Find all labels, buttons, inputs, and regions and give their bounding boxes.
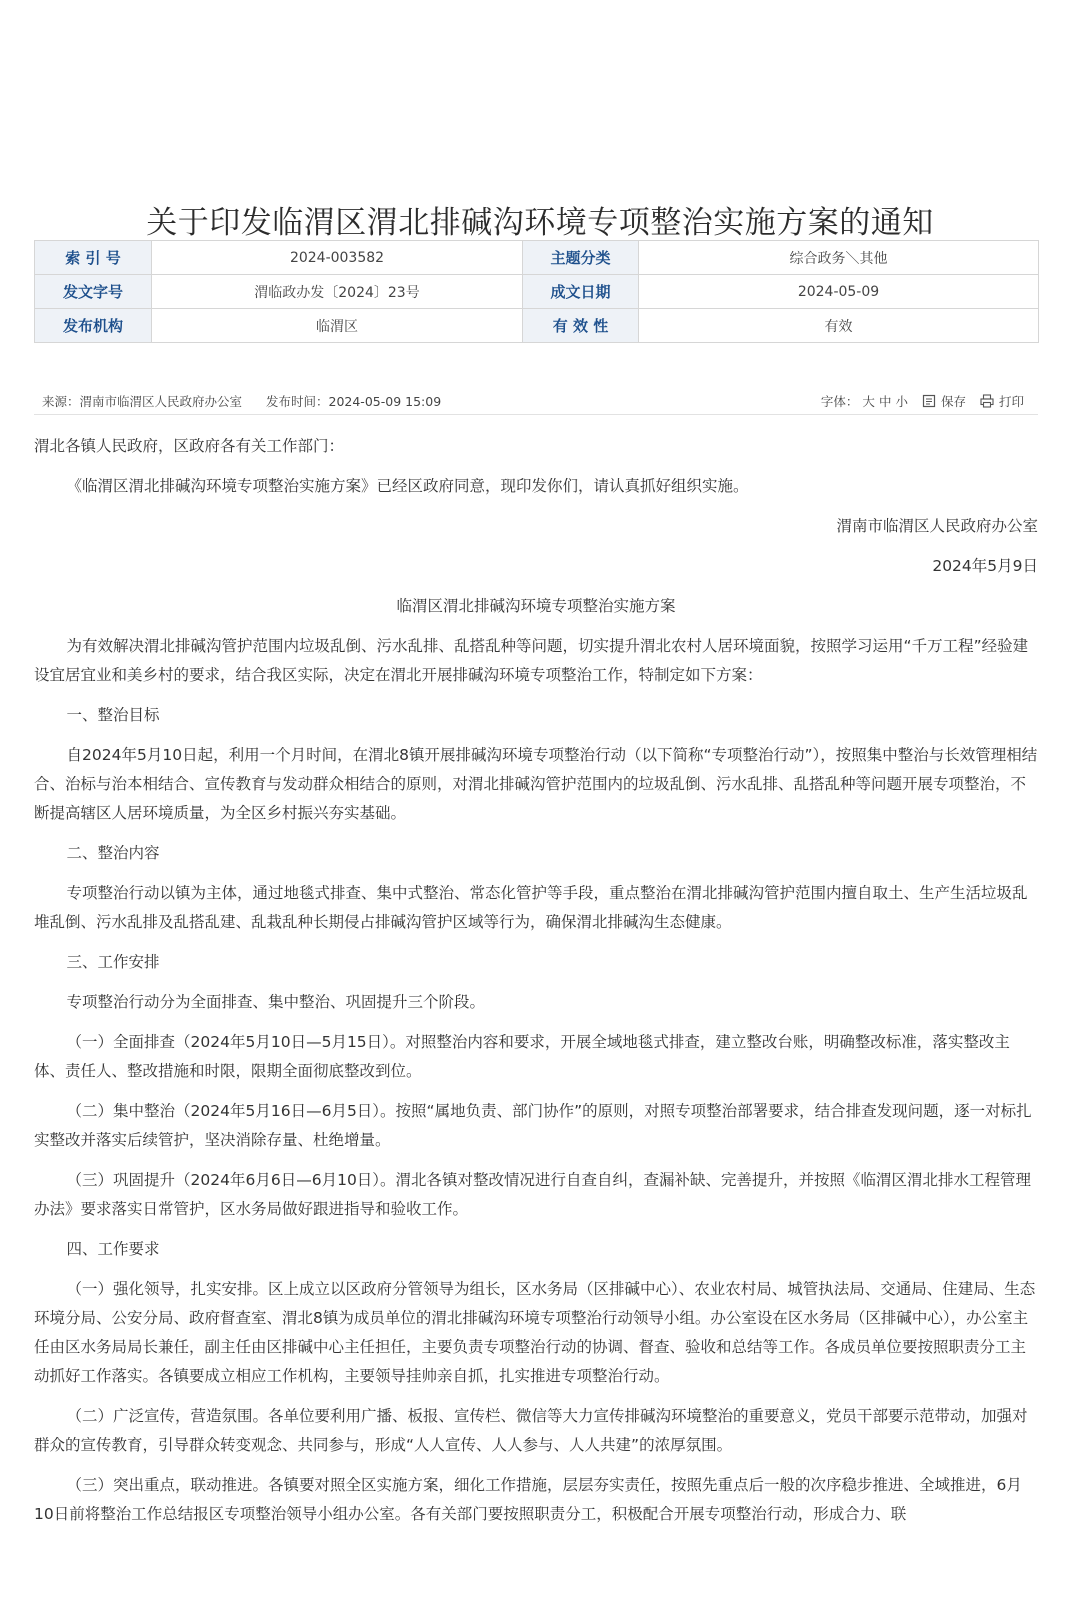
paragraph: （二）集中整治（2024年5月16日—6月5日）。按照“属地负责、部门协作”的原则，对照专项整治部署要求，结合排查发现问题，逐一对标扎实整改并落实后续管护，坚决消除存量、杜绝增量。 xyxy=(34,1102,1032,1149)
source-info xyxy=(42,392,461,410)
plan-title: 临渭区渭北排碱沟环境专项整治实施方案 xyxy=(396,597,676,615)
metadata-value: 渭临政办发〔2024〕23号 xyxy=(152,275,523,309)
paragraph: （一）强化领导，扎实安排。区上成立以区政府分管领导为组长，区水务局（区排碱中心）、农业农村局、城管执法局、交通局、住建局、生态环境分局、公安分局、政府督查室、渭北8镇为成员单位的渭北排碱沟环境专项整治行动领导小组。办公室设在区水务局（区排碱中心），办公室主任由区水务局局长兼任，副主任由区排碱中心主任担任，主要负责专项整治行动的协调、督查、验收和总结等工作。各成员单位要按照职责分工主动抓好工作落实。各镇要成立相应工作机构，主要领导挂帅亲自抓，扎实推进专项整治行动。 xyxy=(34,1280,1036,1385)
paragraph: 为有效解决渭北排碱沟管护范围内垃圾乱倒、污水乱排、乱搭乱种等问题，切实提升渭北农村人居环境面貌，按照学习运用“千万工程”经验建设宜居宜业和美乡村的要求，结合我区实际，决定在渭北开展排碱沟环境专项整治工作，特制定如下方案： xyxy=(34,637,1029,684)
save-button[interactable] xyxy=(922,392,966,410)
metadata-value: 综合政务＼其他 xyxy=(639,241,1039,275)
paragraph: 专项整治行动以镇为主体，通过地毯式排查、集中式整治、常态化管护等手段，重点整治在渭北排碱沟管护范围内擅自取土、生产生活垃圾乱堆乱倒、污水乱排及乱搭乱建、乱栽乱种长期侵占排碱沟管护区域等行为，确保渭北排碱沟生态健康。 xyxy=(34,884,1028,931)
page-title: 关于印发临渭区渭北排碱沟环境专项整治实施方案的通知 xyxy=(146,204,934,241)
metadata-key: 索 引 号 xyxy=(35,241,152,275)
font-size-label: 字体： xyxy=(820,394,859,409)
paragraph: （三）突出重点，联动推进。各镇要对照全区实施方案，细化工作措施，层层夯实责任，按照先重点后一般的次序稳步推进、全域推进，6月10日前将整治工作总结报区专项整治领导小组办公室。各有关部门要按照职责分工，积极配合开展专项整治行动，形成合力、联 xyxy=(34,1476,1022,1523)
paragraph: （一）全面排查（2024年5月10日—5月15日）。对照整治内容和要求，开展全域地毯式排查，建立整改台账，明确整改标准，落实整改主体、责任人、整改措施和时限，限期全面彻底整改到位。 xyxy=(34,1033,1010,1080)
metadata-key: 发文字号 xyxy=(35,275,152,309)
print-label: 打印 xyxy=(998,394,1024,409)
publish-time: 发布时间：2024-05-09 15:09 xyxy=(266,394,442,409)
section-heading: 四、工作要求 xyxy=(66,1240,160,1258)
issue-date: 2024年5月9日 xyxy=(932,557,1038,575)
metadata-row xyxy=(35,241,1039,275)
font-size-large-button[interactable]: 大 xyxy=(862,394,875,409)
metadata-value: 2024-05-09 xyxy=(639,275,1039,309)
salutation: 渭北各镇人民政府，区政府各有关工作部门： xyxy=(34,437,345,455)
metadata-value: 有效 xyxy=(639,309,1039,343)
metadata-value: 临渭区 xyxy=(152,309,523,343)
paragraph: 专项整治行动分为全面排查、集中整治、巩固提升三个阶段。 xyxy=(66,993,486,1011)
section-heading: 二、整治内容 xyxy=(66,844,160,862)
metadata-table xyxy=(34,240,1039,343)
section-heading: 三、工作安排 xyxy=(66,953,160,971)
print-button[interactable] xyxy=(980,392,1024,410)
metadata-value: 2024-003582 xyxy=(152,241,523,275)
intro-paragraph: 《临渭区渭北排碱沟环境专项整治实施方案》已经区政府同意，现印发你们，请认真抓好组织实施。 xyxy=(66,477,749,495)
metadata-key: 主题分类 xyxy=(523,241,639,275)
save-label: 保存 xyxy=(940,394,966,409)
metadata-row xyxy=(35,275,1039,309)
print-icon xyxy=(980,394,994,408)
paragraph: （二）广泛宣传，营造氛围。各单位要利用广播、板报、宣传栏、微信等大力宣传排碱沟环境整治的重要意义，党员干部要示范带动，加强对群众的宣传教育，引导群众转变观念、共同参与，形成“人人宣传、人人参与、人人共建”的浓厚氛围。 xyxy=(34,1407,1028,1454)
metadata-row xyxy=(35,309,1039,343)
source-label: 来源：渭南市临渭区人民政府办公室 xyxy=(42,394,243,409)
font-size-medium-button[interactable]: 中 xyxy=(878,394,892,409)
font-size-small-button[interactable]: 小 xyxy=(895,394,908,409)
paragraph: （三）巩固提升（2024年6月6日—6月10日）。渭北各镇对整改情况进行自查自纠，查漏补缺、完善提升，并按照《临渭区渭北排水工程管理办法》要求落实日常管护，区水务局做好跟进指导和验收工作。 xyxy=(34,1171,1032,1218)
section-heading: 一、整治目标 xyxy=(66,706,160,724)
paragraph: 自2024年5月10日起，利用一个月时间，在渭北8镇开展排碱沟环境专项整治行动（以下简称“专项整治行动”），按照集中整治与长效管理相结合、治标与治本相结合、宣传教育与发动群众相结合的原则，对渭北排碱沟管护范围内的垃圾乱倒、污水乱排、乱搭乱种等问题开展专项整治，不断提高辖区人居环境质量，为全区乡村振兴夯实基础。 xyxy=(34,746,1038,822)
metadata-key: 发布机构 xyxy=(35,309,152,343)
info-bar xyxy=(34,390,1038,415)
signer: 渭南市临渭区人民政府办公室 xyxy=(836,517,1038,535)
toolbar xyxy=(821,392,1024,410)
save-icon xyxy=(922,394,936,408)
metadata-key: 成文日期 xyxy=(523,275,639,309)
article-body xyxy=(34,432,1038,1540)
metadata-key: 有 效 性 xyxy=(523,309,639,343)
